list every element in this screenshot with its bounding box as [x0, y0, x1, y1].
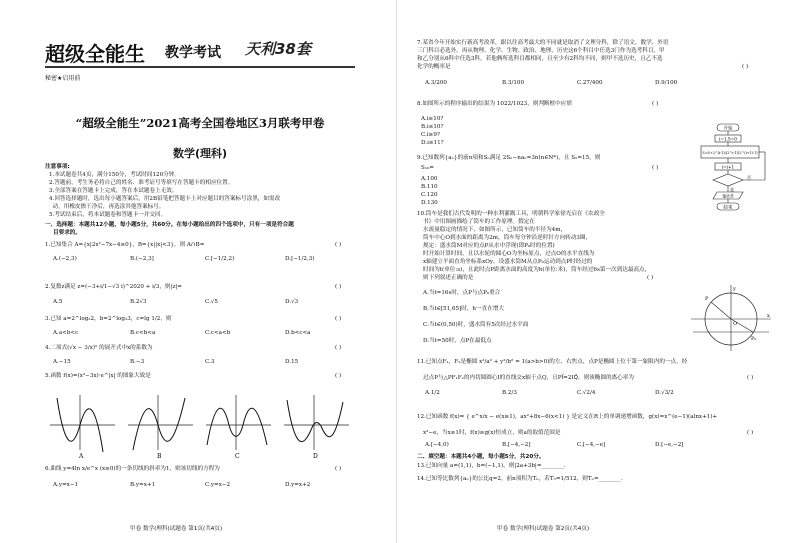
option: D.[−1/2,3) — [285, 256, 315, 262]
logo: 超级全能生 — [45, 42, 145, 66]
secret-label: 秘密★启用前 — [45, 75, 81, 82]
question-10-line: x轴建立平面直角坐标系xOy，设盛水筒M从点P₀运动到点P时经过的 — [423, 259, 593, 265]
option: B.3/100 — [502, 80, 525, 86]
flow-yes: 是 — [730, 187, 734, 192]
question-7-line: 三门科目必选外，再从物理、化学、生物、政治、地理、历史这6个科目中任选3门作为选考科目，甲 — [417, 48, 665, 54]
answer-paren: ( ) — [335, 316, 342, 322]
flowchart — [699, 122, 779, 222]
option: B.当t∈[51,65]时，h一直在增大 — [423, 306, 505, 312]
option: B.110 — [421, 184, 438, 190]
answer-paren: ( ) — [747, 430, 754, 436]
question-10-line: 水流量稳定的情况下，如图所示，已知筒车的半径为4m， — [423, 227, 567, 233]
option: A.当t=16s时，点P与点P₀重合 — [423, 290, 501, 296]
page-2 — [397, 0, 794, 543]
graph-c — [206, 395, 271, 460]
section-heading: 一、选择题：本题共12小题，每小题5分，共60分。在每小题给出的四个选项中，只有一项是符合题 — [45, 222, 294, 228]
flow-no: 否 — [747, 175, 751, 180]
flow-body: S=S+2^(i-1)/(2^i-1)(2^(i+1)-1) — [702, 151, 758, 155]
graph-label: A — [79, 453, 84, 460]
question-11-line: 过点P与△PF₁F₂的内切圆圆心I的直线交x轴于点Q，且PI⃗=2IQ⃗，则该椭圆的离心率为 — [423, 375, 634, 381]
option: D.b<c<a — [285, 330, 311, 336]
flow-start: 开始 — [723, 126, 733, 132]
question-13: 13.已知向量 a=(1,1)，b=(−1,1)，则|2a+3b|=________. — [417, 463, 566, 469]
option: B.(−2,3] — [130, 256, 154, 262]
question-12-line: x²−e，当x≥1时，f(x)≥g(x)恒成立，则a的取值范围是 — [423, 430, 561, 436]
option: D.√3 — [285, 299, 299, 305]
point-p0-label: P₀ — [751, 336, 757, 342]
page-footer: 甲卷 数学(理科)试题卷 第2页(共4页) — [497, 526, 590, 532]
section-heading: 二、填空题：本题共4小题，每小题5分，共20分。 — [417, 454, 545, 460]
question-7-line: 7.某省今年开始实行新高考改革，跟以往高考最大的不同就是取消了文理分科，除了语文、数学、外语 — [417, 40, 669, 46]
function-graphs — [45, 390, 355, 460]
option: D.当t=50时，点P在最低点 — [423, 338, 492, 344]
question-10-line: 筒车中心O到水面的距离为2m，筒车每分钟沿逆时针方向转动3圈， — [423, 235, 592, 241]
option: C.c<a<b — [205, 330, 231, 336]
option: D.[−e,−2] — [655, 442, 684, 448]
option: B.i≤10? — [421, 124, 444, 130]
option: C.y=x−2 — [205, 482, 231, 488]
notice-item: 4.回答选择题时，选出每小题答案后，用2B铅笔把答题卡上对应题目的答案标号涂黑，如需改 — [49, 196, 281, 202]
question-10-line: 规定：盛水筒M对应的点P从水中浮现(即P₀时的位置) — [423, 243, 555, 249]
section-heading-cont: 目要求的。 — [53, 230, 81, 236]
question-7-line: 和乙分别从6科中任选3科，若他俩所选科目都相同，且至少有2科均不同，则甲不选历史，且乙不选 — [417, 56, 663, 62]
option: A.i≥10? — [421, 116, 444, 122]
option: C.[−1/2,2) — [205, 256, 235, 262]
option: B.y=x+1 — [130, 482, 156, 488]
flow-increment: i=i+1 — [721, 164, 735, 170]
option: D.i≥11? — [421, 140, 444, 146]
answer-paren: ( ) — [652, 165, 659, 171]
option: D.9/100 — [655, 80, 678, 86]
option: A.100 — [421, 176, 438, 182]
graph-label: C — [235, 453, 240, 460]
option: B.[−4,−2] — [502, 442, 531, 448]
option: B.2/3 — [502, 390, 517, 396]
flow-init: i=1,S=0 — [719, 136, 737, 142]
question-11-line: 11.已知点F₁，F₂是椭圆 x²/a² + y²/b² = 1(a>b>0)的左、右焦点，点P是椭圆上位于第一象限内的一点，经 — [417, 359, 688, 365]
question-6: 6.曲线 y=4ln x/e^x (x≥0)的一条切线的斜率为1，则该切线的方程为 — [45, 466, 220, 472]
question-10-line: 10.筒车是我们古代发明的一种水利灌溉工具，明朝科学家徐光启在《农政全 — [417, 211, 605, 217]
option: C.[−4,−e] — [577, 442, 606, 448]
question-10-line: 时开始计算时间，且以水轮的圆心O为坐标原点，过点O的水平直线为 — [423, 251, 595, 257]
question-10-line: 时间为t(单位:s)，且此时点P距离水面的高度为h(单位:米)，筒车经过6s第一次到达最高点， — [423, 267, 651, 273]
question-9-line: 9.已知数列{aₙ}的前n项和Sₙ满足 2Sₙ−naₙ=3n(n∈N*)，且 S₅=15，则 — [417, 155, 601, 161]
graph-d — [284, 395, 349, 460]
answer-paren: ( ) — [335, 466, 342, 472]
exam-subtitle: 数学(理科) — [172, 147, 228, 160]
question-10-line: 则下列叙述正确的是 — [423, 275, 474, 281]
option: C.i≥9? — [421, 132, 440, 138]
question-4: 4.二项式(√x − 3/x)⁵ 的展开式中x的系数为 — [45, 345, 153, 351]
option: D.130 — [421, 200, 438, 206]
option: B.−3 — [130, 359, 145, 365]
option: A.1/2 — [425, 390, 440, 396]
brand-logo: 天利38套 — [245, 40, 311, 58]
question-5: 5.函数 f(x)=(x³−3x)·e^|x| 的图象大致是 — [45, 373, 151, 379]
answer-paren: ( ) — [335, 242, 342, 248]
notice-item: 3.全部答案在答题卡上完成，答在本试题卷上无效。 — [49, 188, 178, 194]
option: D.y=x+2 — [285, 482, 311, 488]
notice-item: 5.考试结束后，将本试题卷和答题卡一并交回。 — [49, 212, 167, 218]
point-p-label: P — [705, 296, 709, 302]
question-14: 14.已知等比数列{aₙ}的公比q=2，前n项积为Tₙ，若T₃=1/512，则Tₙ=________. — [417, 476, 623, 482]
logo-sub: 教学考试 — [165, 45, 221, 61]
option: C.√5 — [205, 299, 218, 305]
option: C.当t∈(0,50)时，盛水筒有5次经过水平面 — [423, 322, 529, 328]
question-3: 3.已知 a=2^log₃2，b=2^log₂3，c=lg 1/2，则 — [45, 316, 172, 322]
answer-paren: ( ) — [335, 284, 342, 290]
question-1: 1.已知集合 A={x|2x²−7x−4≤0}，B={x||x|<3}，则 A∩B= — [45, 242, 205, 248]
header-rule — [45, 66, 355, 68]
question-7-line: 化学的概率是 — [417, 64, 451, 70]
question-9-line: S₁₀= — [421, 165, 435, 171]
option: C.27/400 — [577, 80, 603, 86]
option: D.√3/2 — [655, 390, 674, 396]
option: C.√2/4 — [577, 390, 596, 396]
flow-end: 结束 — [723, 205, 733, 211]
option: B.2√3 — [130, 299, 147, 305]
option: A.y=x−1 — [53, 482, 79, 488]
x-axis-label: x — [767, 313, 770, 319]
notice-heading: 注意事项: — [45, 164, 70, 170]
option: C.3 — [205, 359, 215, 365]
option: C.120 — [421, 192, 438, 198]
graph-b — [128, 395, 193, 460]
origin-label: O — [733, 321, 738, 327]
option: A.3/200 — [425, 80, 447, 86]
answer-paren: ( ) — [742, 64, 749, 70]
question-12-line: 12.已知函数 f(x)= { e^x/x − e(x≥1), ax²+8x−6(x<1) } 是定义在R上的单调递增函数，g(x)=x^(e−1)(alnx+1)+ — [417, 414, 718, 420]
flow-output: 输出S — [722, 193, 734, 199]
y-axis-label: y — [733, 286, 736, 292]
answer-paren: ( ) — [647, 275, 654, 281]
option: A.a<b<c — [53, 330, 79, 336]
notice-item: 动，用橡皮擦干净后，再选涂其他答案标号。 — [49, 204, 165, 210]
answer-paren: ( ) — [335, 373, 342, 379]
question-8: 8.如图所示的程序输出的结果为 1022/1023，则判断框中应填 — [417, 101, 572, 107]
page-footer: 甲卷 数学(理科)试题卷 第1页(共4页) — [130, 526, 223, 532]
exam-title: “超级全能生”2021高考全国卷地区3月联考甲卷 — [75, 116, 325, 130]
option: A.5 — [53, 299, 63, 305]
notice-item: 1.本试题卷共4页，满分150分，考试时间120分钟。 — [49, 172, 180, 178]
option: A.−15 — [53, 359, 71, 365]
graph-label: D — [313, 453, 318, 460]
question-10-line: 书》中用图画描绘了筒车的工作原理。假定在 — [423, 219, 535, 225]
notice-item: 2.答题前，考生务必将自己的姓名、准考证号等填写在答题卡的相应位置。 — [49, 180, 234, 186]
option: A.[−4,0) — [425, 442, 449, 448]
option: A.(−2,3) — [53, 256, 77, 262]
answer-paren: ( ) — [652, 101, 659, 107]
graph-a — [50, 395, 115, 460]
option: D.15 — [285, 359, 299, 365]
answer-paren: ( ) — [747, 375, 754, 381]
answer-paren: ( ) — [335, 345, 342, 351]
question-2: 2.复数z满足 z=(−3+i/1−√3 i)^2020 + i/3，则|z|= — [45, 284, 182, 290]
waterwheel-diagram — [689, 283, 773, 353]
graph-label: B — [157, 453, 162, 460]
option: B.c<b<a — [130, 330, 156, 336]
